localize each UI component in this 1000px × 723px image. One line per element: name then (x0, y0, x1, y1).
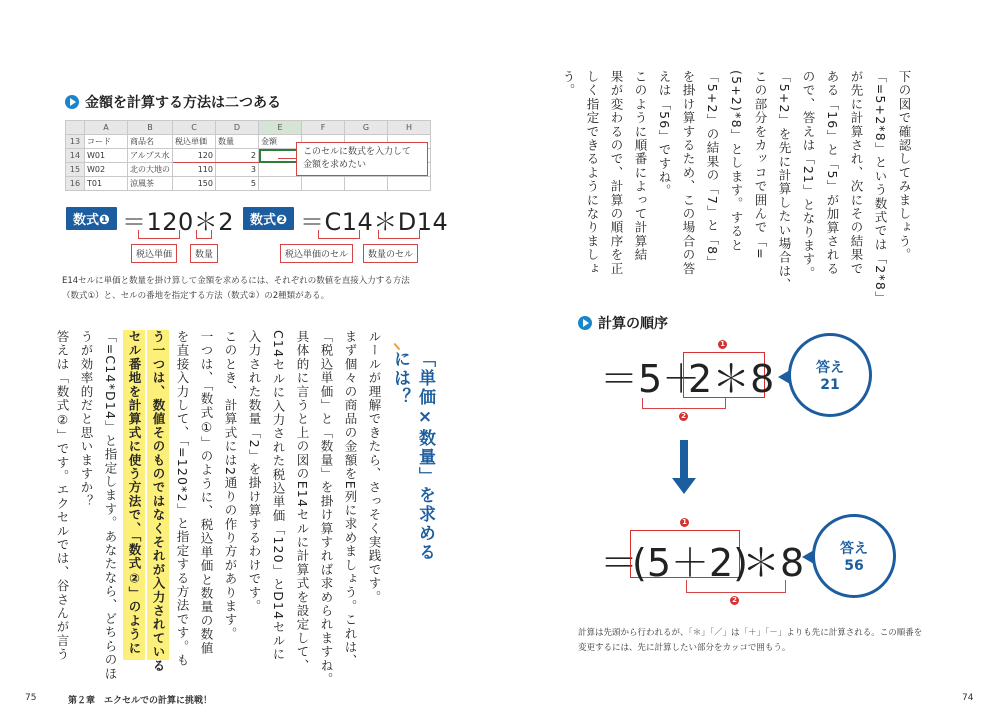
page-number-left: 75 (25, 693, 37, 703)
expr2-prefix: ＝ (600, 541, 639, 585)
col-header-c: C (173, 121, 216, 135)
formula2-label-a: 税込単価のセル (280, 244, 353, 263)
bubble2-value: 56 (844, 558, 864, 574)
text-column: 一つは、「数式①」のように、税込単価と数量の数値 (199, 330, 214, 656)
col-header-h: H (388, 121, 431, 135)
cell: 5 (216, 177, 259, 191)
text-column: ルールが理解できたら、さっそく実践です。 (367, 330, 382, 604)
text-column: 下の図で確認してみましょう。 (897, 70, 912, 262)
text-column: えは「56」ですね。 (657, 70, 672, 198)
cell: アルプス水 (128, 149, 173, 163)
table-row (66, 177, 431, 191)
play-bullet-icon (578, 316, 592, 330)
cell (259, 177, 302, 191)
text-column-highlighted: う一つは、数値そのものではなくそれが入力されている (147, 330, 169, 660)
text-column: が先に計算され、次にその結果で (849, 70, 864, 276)
section-heading-text: 計算の順序 (598, 316, 668, 332)
col-header-f: F (302, 121, 345, 135)
callout-connector (278, 158, 296, 159)
page-number-right: 74 (962, 693, 974, 703)
text-column: このとき、計算式には2通りの作り方があります。 (223, 330, 238, 641)
step1-marker: 1 (718, 340, 727, 349)
section-heading-text: 金額を計算する方法は二つある (85, 95, 281, 111)
text-column: を掛け算するため、この場合の答 (681, 70, 696, 276)
text-column: C14セルに入力された税込単価「120」とD14セルに (271, 330, 286, 662)
step2-marker: 2 (679, 412, 688, 421)
expr2-bracket (686, 580, 786, 593)
expr2-suffix: ＊8 (742, 541, 805, 585)
formula1-bracket-b (196, 230, 212, 239)
sheet-header-row (66, 121, 431, 135)
step1-marker: 1 (680, 518, 689, 527)
cell-c14: 120 (173, 149, 216, 163)
cell: 商品名 (128, 135, 173, 149)
bubble2-pointer (802, 550, 814, 564)
callout-note: このセルに数式を入力して 金額を求めたい (296, 142, 428, 176)
text-column: このように順番によって計算結 (633, 70, 648, 262)
down-arrow-icon (672, 478, 696, 494)
formula1-bracket-a (138, 230, 180, 239)
formula1-text: ＝120＊2 (122, 208, 235, 236)
sparkle-icon (394, 338, 407, 351)
text-column: 入力された数量「2」を掛け算するわけです。 (247, 330, 262, 614)
arrow-shaft (680, 440, 688, 478)
play-bullet-icon (65, 95, 79, 109)
text-column: 「5+2」の結果の「7」と「8」 (705, 70, 720, 269)
text-column: を直接入力して、「=120*2」と指定する方法です。も (175, 330, 190, 668)
formula2-label-b: 数量のセル (363, 244, 418, 263)
expr1-prefix: ＝5＋ (600, 357, 701, 401)
text-column: 「5+2」を先に計算したい場合は、 (777, 70, 792, 292)
expr2-boxed-text: (5＋2) (632, 541, 749, 585)
text-column: まず個々の商品の金額をE列に求めましょう。これは、 (343, 330, 358, 668)
text-column: ので、答えは「21」となります。 (801, 70, 816, 281)
bubble1-label: 答え (816, 360, 844, 376)
cell: W02 (85, 163, 128, 177)
text-column: この部分をカッコで囲んで「= (753, 70, 768, 260)
col-header-e: E (259, 121, 302, 135)
bubble1-value: 21 (820, 377, 840, 393)
cell: 150 (173, 177, 216, 191)
text-column-highlighted: セル番地を計算式に使う方法で、「数式②」のように (123, 330, 145, 660)
col-header-g: G (345, 121, 388, 135)
text-column: 「=C14*D14」と指定します。あなたなら、どちらのほ (103, 330, 118, 681)
col-header-b: B (128, 121, 173, 135)
text-column: う。 (561, 70, 576, 98)
figure-caption-left: E14セルに単価と数量を掛け算して金額を求めるには、それぞれの数値を直接入力する方法（数式①）と、セルの番地を指定する方法（数式②）の2種類がある。 (62, 276, 410, 301)
body-text-left (55, 330, 385, 687)
bubble2-label: 答え (840, 541, 868, 557)
body-text-right (561, 70, 915, 305)
cell: 涼風茶 (128, 177, 173, 191)
formula2-bracket-b (378, 230, 420, 239)
formula1-label-b: 数量 (190, 244, 218, 263)
cell: 数量 (216, 135, 259, 149)
expr1-bracket (642, 398, 726, 409)
col-header-d: D (216, 121, 259, 135)
cell (345, 177, 388, 191)
text-column: 具体的に言うと上の図のE14セルに計算式を設定して、 (295, 330, 310, 673)
step2-marker: 2 (730, 596, 739, 605)
chapter-footer: 第２章 エクセルでの計算に挑戦！ (68, 696, 213, 706)
text-column: しく指定できるようになりましょ (585, 70, 600, 276)
cell: 3 (216, 163, 259, 177)
cell (302, 177, 345, 191)
side-title: 「単価×数量」を求めるには？ (390, 350, 435, 562)
sheet-corner (66, 121, 85, 135)
cell: T01 (85, 177, 128, 191)
text-column: 「=5+2*8」という数式では「2*8」 (873, 70, 888, 305)
row-number: 14 (66, 149, 85, 163)
row-number: 13 (66, 135, 85, 149)
cell: 北の大地の (128, 163, 173, 177)
section-heading-right (578, 313, 668, 333)
cell (388, 177, 431, 191)
expr1-boxed-text: 2＊8 (688, 357, 775, 401)
formula2-bracket-a (318, 230, 360, 239)
text-column: ある「16」と「5」が加算される (825, 70, 840, 276)
cell: 金額 (259, 135, 302, 149)
formula1-label-a: 税込単価 (131, 244, 177, 263)
text-column: 果が変わるので、計算の順序を正 (609, 70, 624, 276)
formula2-text: ＝C14＊D14 (300, 208, 449, 236)
formula2-tag: 数式❷ (243, 207, 294, 230)
text-column: 「税込単価」と「数量」を掛け算すれば求められますね。 (319, 330, 334, 687)
answer-bubble-1 (788, 333, 872, 417)
text-column: (5+2)*8」とします。すると (729, 70, 744, 253)
cell: 110 (173, 163, 216, 177)
section-heading-left (65, 92, 281, 112)
row-number: 16 (66, 177, 85, 191)
figure-caption-right: 計算は先頭から行われるが、「＊」「／」は「＋」「－」よりも先に計算される。この順番を変更するには、先に計算したい部分をカッコで囲もう。 (578, 628, 923, 653)
cell: 税込単価 (173, 135, 216, 149)
text-column: 答えは「数式②」です。エクセルでは、谷さんが言う (55, 330, 70, 662)
bubble1-pointer (778, 370, 790, 384)
cell-d14: 2 (216, 149, 259, 163)
row-number: 15 (66, 163, 85, 177)
col-header-a: A (85, 121, 128, 135)
text-column: うが効率的だと思いますか？ (79, 330, 94, 509)
cell: コード (85, 135, 128, 149)
answer-bubble-2 (812, 514, 896, 598)
formula1-tag: 数式❶ (66, 207, 117, 230)
cell: W01 (85, 149, 128, 163)
